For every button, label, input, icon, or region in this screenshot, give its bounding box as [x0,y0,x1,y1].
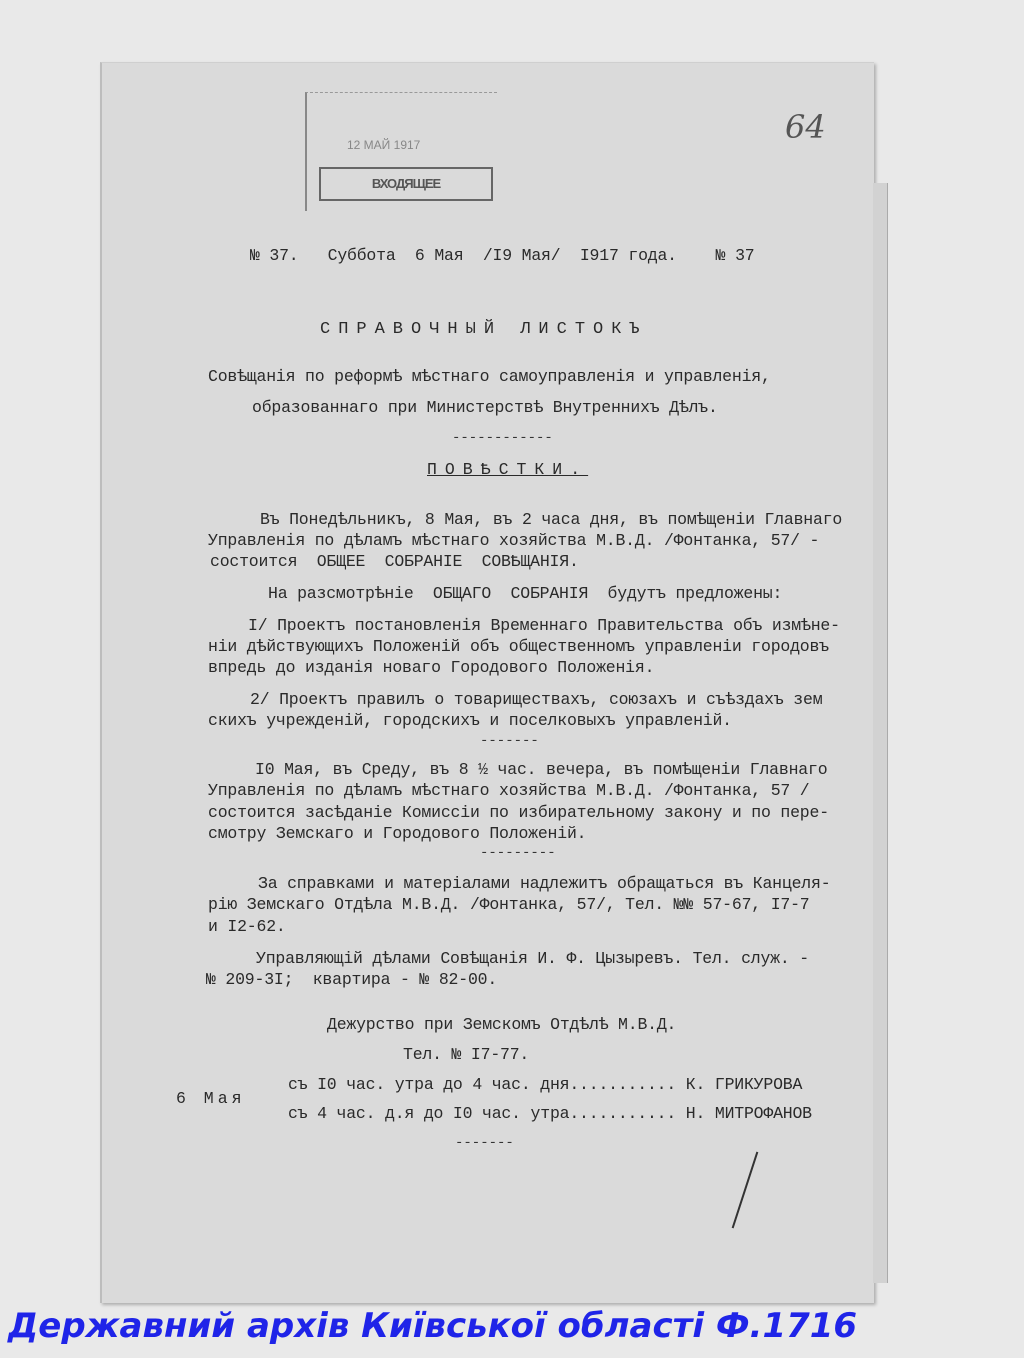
separator: ------- [455,1135,514,1151]
document-title: СПРАВОЧНЫЙ ЛИСТОКЪ [320,320,648,339]
received-stamp [305,92,497,211]
paragraph2-line-2: Управленія по дѣламъ мѣстнаго хозяйства М.В.Д. /Фонтанка, 57 / [208,781,810,800]
paragraph2-line-1: I0 Мая, въ Среду, въ 8 ½ час. вечера, въ помѣщенiи Главнаго [255,760,828,779]
handwritten-page-number: 64 [785,108,826,146]
section-title: ПОВѢСТКИ. [427,460,589,479]
duty-date: 6 Мая [176,1089,246,1108]
subtitle-line-1: Совѣщанія по реформѣ мѣстнаго самоуправленія и управленія, [208,367,771,386]
paragraph1-line-3: состоится ОБЩЕЕ СОБРАНIЕ СОВѢЩАНIЯ. [210,552,579,571]
item1-line-2: нiи дѣйствующихъ Положенiй объ общественномъ управленiи городовъ [208,637,829,656]
separator: ------------ [452,430,553,446]
item1-line-3: впредь до изданія новаго Городового Положенія. [208,658,655,677]
contacts-line-1: За справками и матерiалами надлежитъ обращаться въ Канцеля- [258,874,831,893]
contacts-line-3: и I2-62. [208,917,286,936]
duty-shift-1: съ I0 час. утра до 4 час. дня........... К. ГРИКУРОВА [288,1075,803,1094]
manager-line-1: Управляющiй дѣлами Совѣщанія И. Ф. Цызыревъ. Тел. служ. - [256,949,809,968]
archive-caption: Державний архів Київської області Ф.1716 [8,1306,858,1346]
separator: --------- [480,845,556,861]
agenda-intro: На разсмотрѣнiе ОБЩАГО СОБРАНIЯ будутъ предложены: [268,584,783,603]
paragraph2-line-4: смотру Земскаго и Городового Положенiй. [208,824,587,843]
stamp-label: ВХОДЯЩЕЕ [319,167,493,201]
duty-title: Дежурство при Земскомъ Отдѣлѣ М.В.Д. [327,1015,677,1034]
duty-phone: Тел. № I7-77. [403,1045,530,1064]
item2-line-2: скихъ учрежденiй, городскихъ и поселковыхъ управленiй. [208,711,732,730]
issue-header: № 37. Суббота 6 Мая /I9 Мая/ I917 года. № 37 [250,246,755,265]
duty-shift-2: съ 4 час. д.я до I0 час. утра........... Н. МИТРОФАНОВ [288,1104,812,1123]
manager-line-2: № 209-3I; квартира - № 82-00. [206,970,498,989]
subtitle-line-2: образованнаго при Министерствѣ Внутреннихъ Дѣлъ. [252,398,718,417]
stamp-date: 12 МАЙ 1917 [347,138,421,152]
contacts-line-2: рiю Земскаго Отдѣла М.В.Д. /Фонтанка, 57/, Тел. №№ 57-67, I7-7 [208,895,810,914]
paragraph2-line-3: состоится засѣданiе Комиссiи по избирательному закону и по пере- [208,803,829,822]
paragraph1-line-1: Въ Понедѣльникъ, 8 Мая, въ 2 часа дня, въ помѣщенiи Главнаго [260,510,843,529]
paragraph1-line-2: Управленія по дѣламъ мѣстнаго хозяйства М.В.Д. /Фонтанка, 57/ - [208,531,820,550]
item2-line-1: 2/ Проектъ правилъ о товариществахъ, союзахъ и съѣздахъ зем [250,690,823,709]
item1-line-1: I/ Проектъ постановленія Временнаго Правительства объ измѣне- [248,616,840,635]
separator: ------- [480,733,539,749]
